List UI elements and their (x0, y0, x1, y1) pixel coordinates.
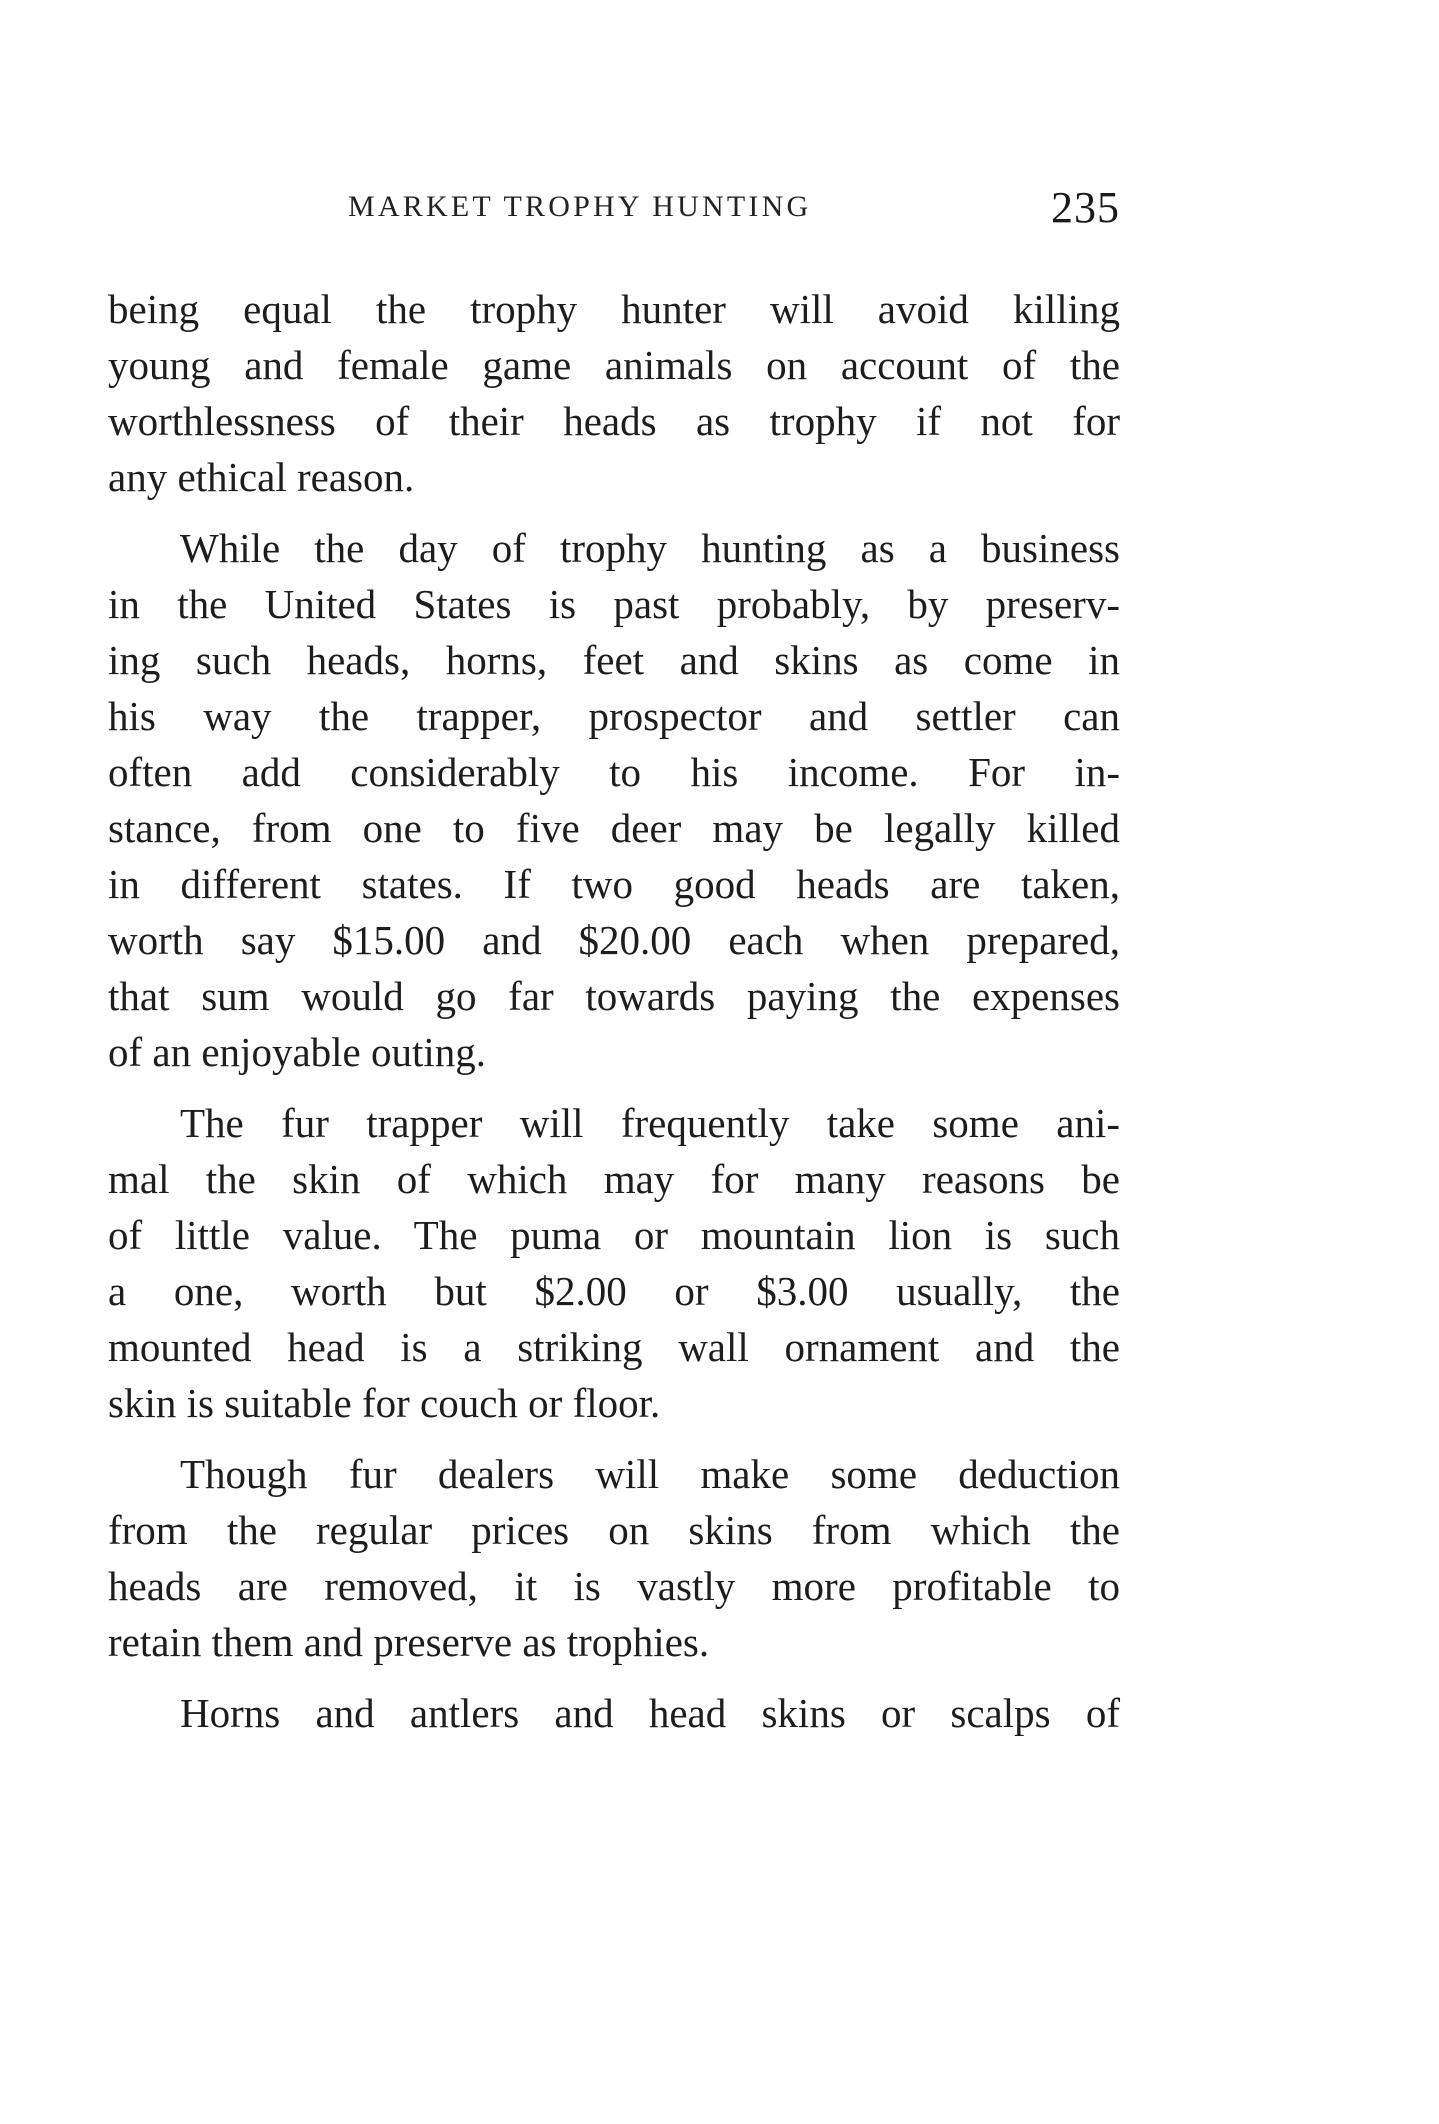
paragraph (108, 1446, 1120, 1670)
text-line: in the United States is past probably, by preserv- (108, 581, 1120, 627)
paragraph (108, 1095, 1120, 1431)
text-line: mounted head is a striking wall ornament and the (108, 1324, 1120, 1370)
text-line: being equal the trophy hunter will avoid killing (108, 286, 1120, 332)
running-title: MARKET TROPHY HUNTING (348, 190, 812, 223)
text-line: stance, from one to five deer may be legally killed (108, 805, 1120, 851)
text-line: worth say $15.00 and $20.00 each when prepared, (108, 917, 1120, 963)
text-line: retain them and preserve as trophies. (108, 1619, 710, 1665)
page-number: 235 (1051, 183, 1120, 232)
paragraph (108, 520, 1120, 1080)
text-line: Though fur dealers will make some deduction (180, 1451, 1120, 1497)
paragraph (108, 1685, 1120, 1741)
running-head (108, 182, 1120, 242)
text-line: mal the skin of which may for many reasons be (108, 1156, 1120, 1202)
body-text (108, 281, 1120, 1756)
text-line: The fur trapper will frequently take some ani- (180, 1100, 1120, 1146)
text-line: skin is suitable for couch or floor. (108, 1380, 661, 1426)
text-line: a one, worth but $2.00 or $3.00 usually, the (108, 1268, 1120, 1314)
text-line: in different states. If two good heads are taken, (108, 861, 1120, 907)
text-line: his way the trapper, prospector and settler can (108, 693, 1120, 739)
text-line: often add considerably to his income. For in- (108, 749, 1120, 795)
text-line: worthlessness of their heads as trophy if not for (108, 398, 1120, 444)
text-line: ing such heads, horns, feet and skins as come in (108, 637, 1120, 683)
text-line: Horns and antlers and head skins or scalps of (180, 1690, 1120, 1736)
text-line: that sum would go far towards paying the expenses (108, 973, 1120, 1019)
text-line: While the day of trophy hunting as a business (180, 525, 1120, 571)
text-line: young and female game animals on account of the (108, 342, 1120, 388)
paragraph (108, 281, 1120, 505)
text-line: any ethical reason. (108, 454, 415, 500)
text-line: from the regular prices on skins from which the (108, 1507, 1120, 1553)
text-line: of an enjoyable outing. (108, 1029, 487, 1075)
text-line: heads are removed, it is vastly more profitable to (108, 1563, 1120, 1609)
text-line: of little value. The puma or mountain lion is such (108, 1212, 1120, 1258)
